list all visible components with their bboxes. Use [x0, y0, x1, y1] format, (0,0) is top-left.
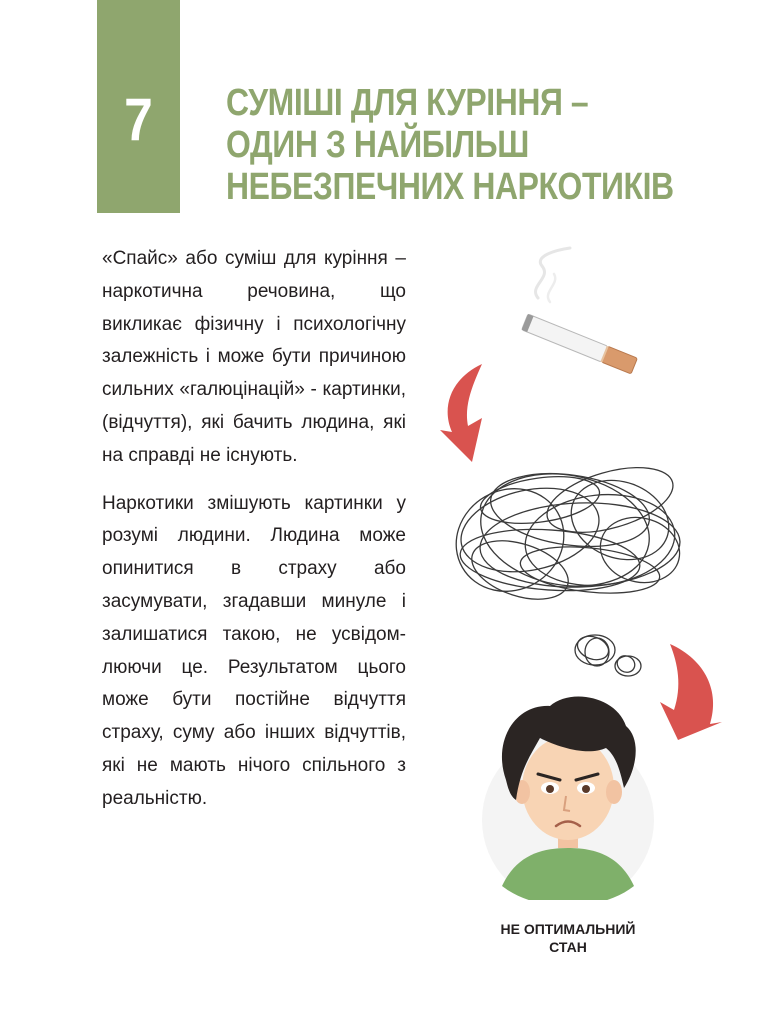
illustration-caption [478, 920, 658, 956]
arrow-down-icon [660, 644, 722, 740]
body-text [102, 243, 406, 816]
cigarette-icon [522, 248, 638, 374]
caption-line-2: СТАН [549, 939, 587, 955]
title-line-1: СУМІШІ ДЛЯ КУРІННЯ – [226, 82, 589, 124]
scribble-cloud-icon [437, 455, 686, 676]
sad-boy-icon [482, 696, 654, 900]
illustration [420, 240, 760, 900]
section-number: 7 [124, 86, 153, 153]
arrow-down-icon [440, 364, 482, 462]
paragraph-1: «Спайс» або суміш для куріння – наркотична речовина, що викликає фізичну і психологічну залежність і може бути причиною сильних «галюцінацій» - картинки, (відчуття), які бачить людина, які на справді не існують. [102, 248, 406, 466]
title-line-2: ОДИН З НАЙБІЛЬШ [226, 124, 529, 166]
page-title [226, 82, 674, 208]
caption-line-1: НЕ ОПТИМАЛЬНИЙ [500, 921, 636, 937]
section-number-block [97, 0, 180, 213]
title-line-3: НЕБЕЗПЕЧНИХ НАРКОТИКІВ [226, 166, 674, 208]
paragraph-2: Наркотики змішують картинки у розумі людини. Людина може опинитися в страху або засумувати, згадавши минуле і залишатися такою, не усвідомлюючи це. Результатом цього може бути постійне відчуття страху, суму або інших відчуттів, які не мають нічого спільного з реальністю. [102, 492, 406, 809]
